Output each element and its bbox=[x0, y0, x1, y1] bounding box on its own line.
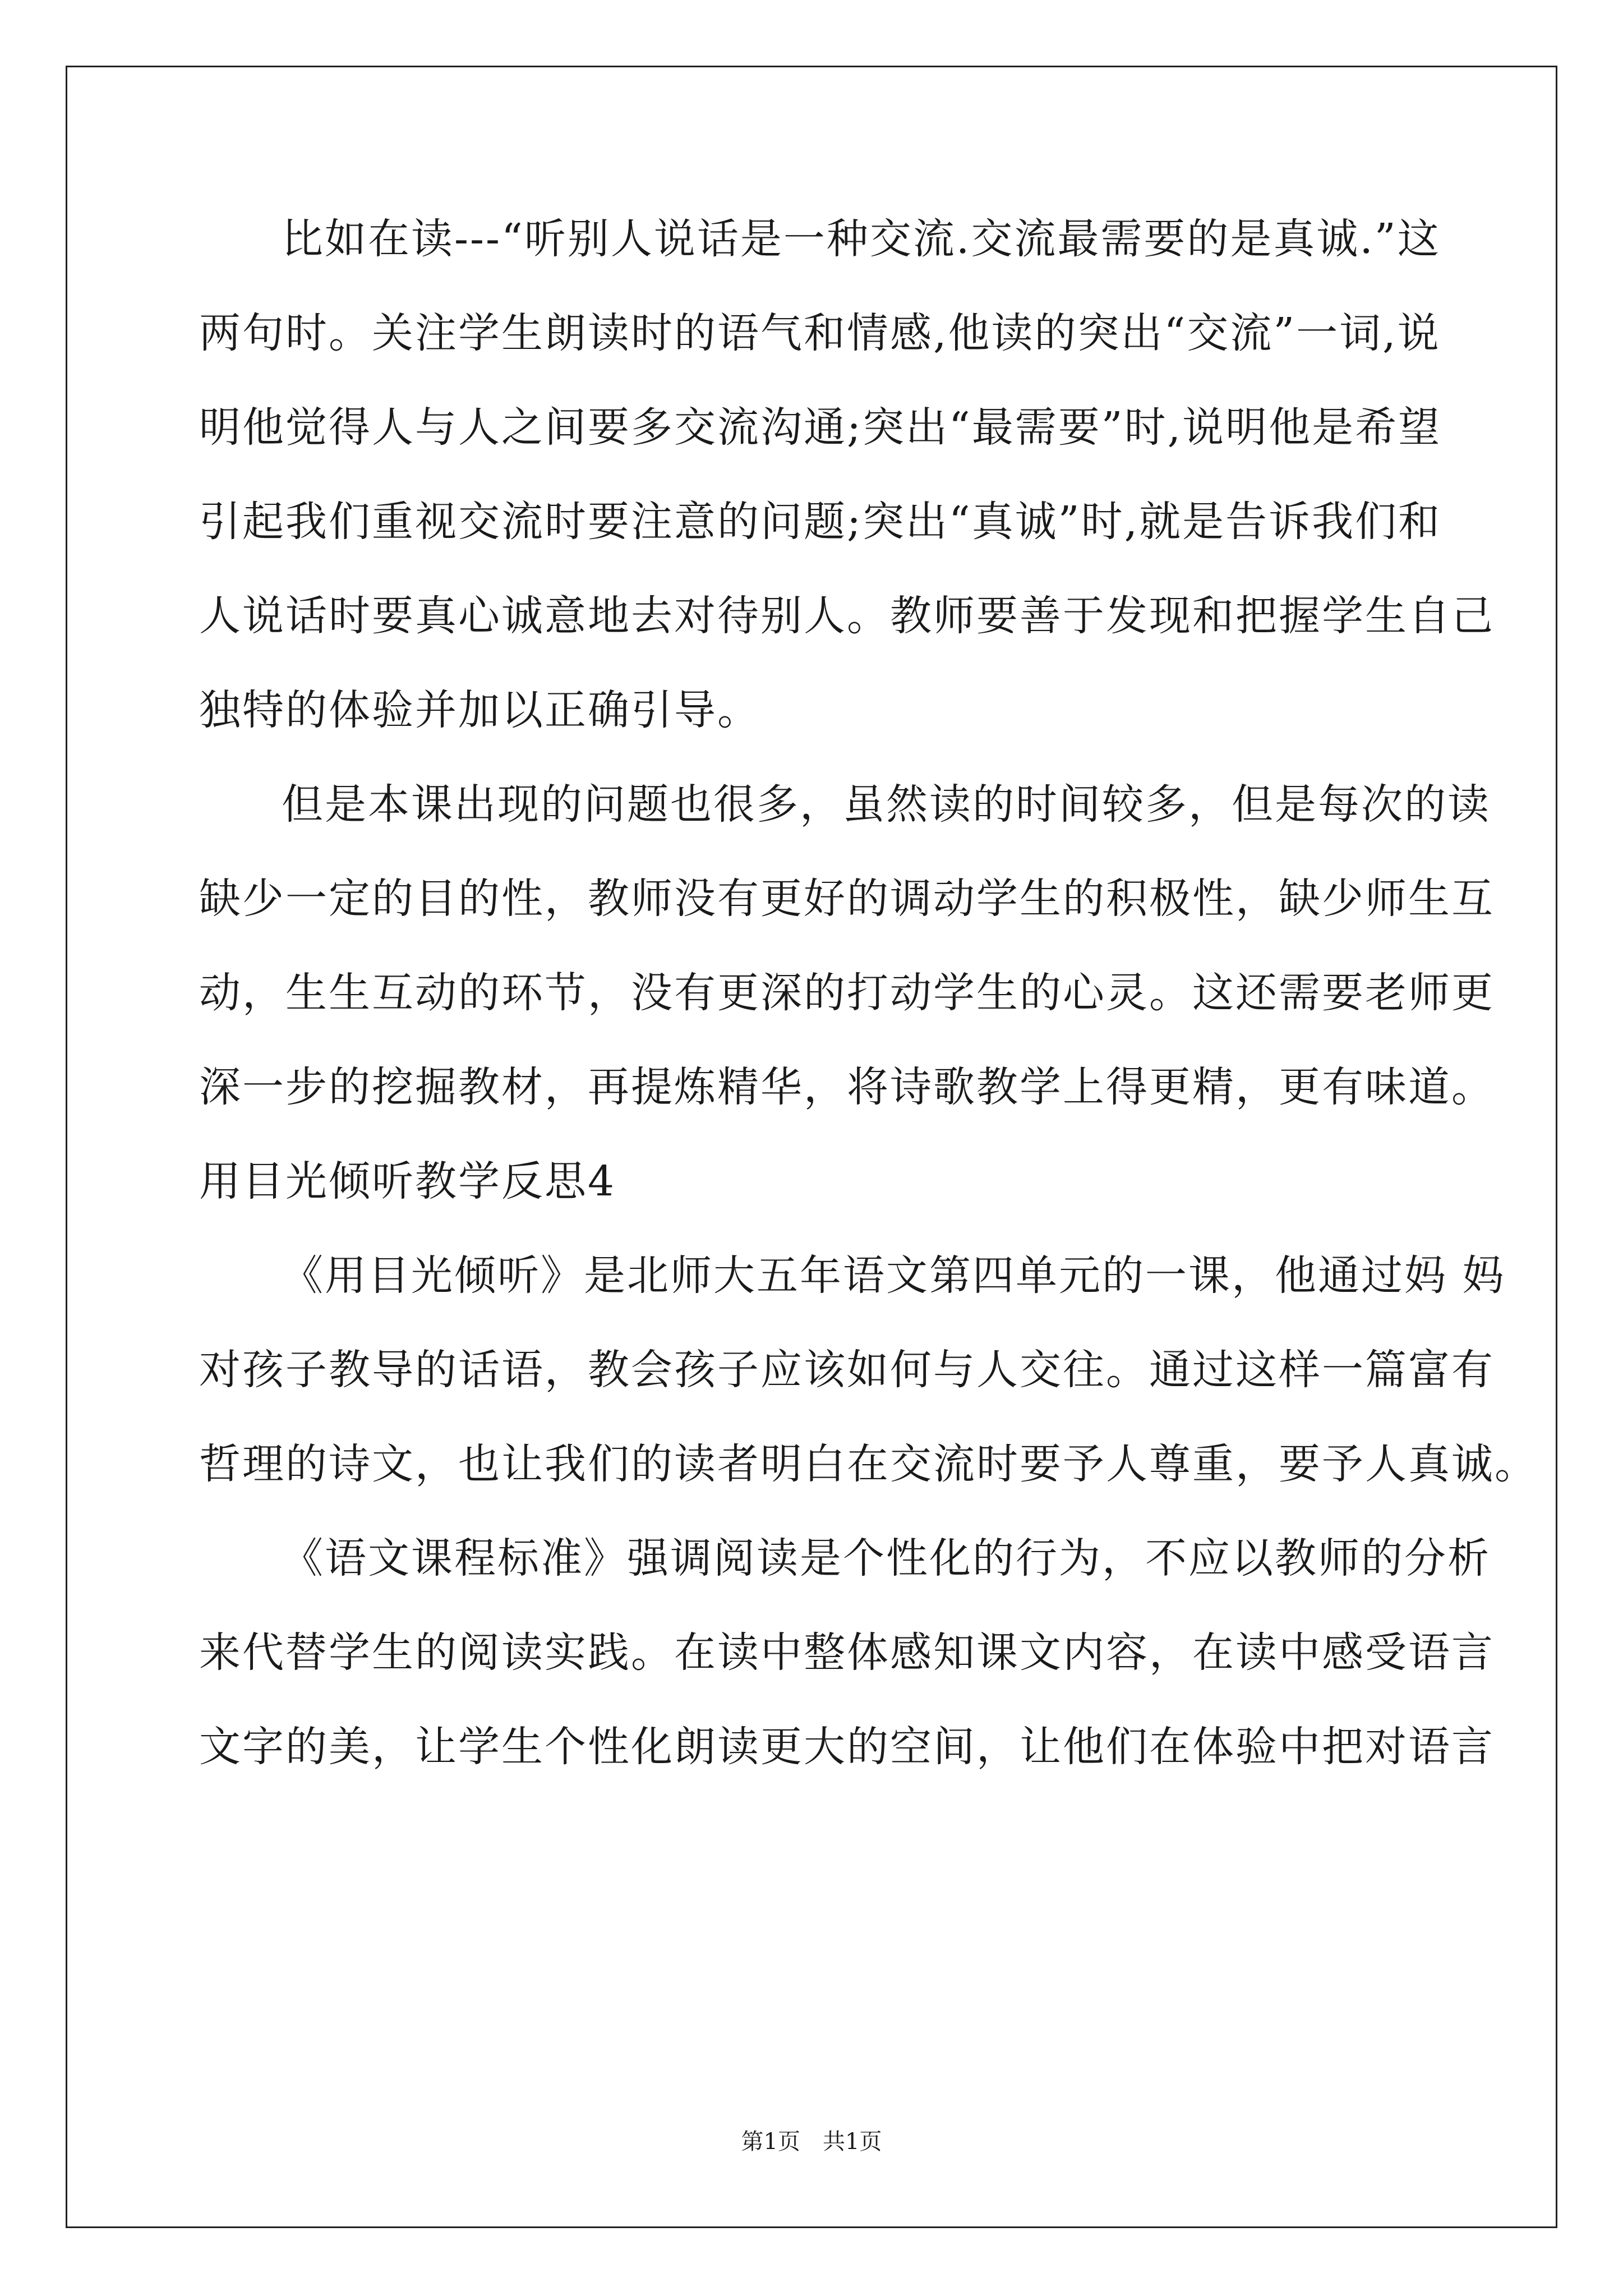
paragraph-line: 来代替学生的阅读实践。在读中整体感知课文内容，在读中感受语言 bbox=[199, 1628, 1495, 1677]
section-heading: 用目光倾听教学反思4 bbox=[199, 1157, 616, 1205]
paragraph-line: 缺少一定的目的性，教师没有更好的调动学生的积极性，缺少师生互 bbox=[199, 875, 1495, 923]
paragraph-line: 对孩子教导的话语，教会孩子应该如何与人交往。通过这样一篇富有 bbox=[199, 1346, 1495, 1394]
paragraph-line: 《用目光倾听》是北师大五年语文第四单元的一课，他通过妈 妈 bbox=[282, 1251, 1506, 1300]
paragraph-line: 《语文课程标准》强调阅读是个性化的行为，不应以教师的分析 bbox=[282, 1534, 1491, 1582]
paragraph-line: 两句时。关注学生朗读时的语气和情感,他读的突出“交流”一词,说 bbox=[199, 309, 1441, 357]
paragraph-line: 明他觉得人与人之间要多交流沟通;突出“最需要”时,说明他是希望 bbox=[199, 403, 1442, 452]
page-footer: 第1页 共1页 bbox=[741, 2129, 882, 2155]
paragraph-line: 人说话时要真心诚意地去对待别人。教师要善于发现和把握学生自己 bbox=[199, 592, 1495, 640]
paragraph-line: 文字的美，让学生个性化朗读更大的空间，让他们在体验中把对语言 bbox=[199, 1723, 1495, 1771]
page-border bbox=[66, 66, 1557, 2228]
paragraph-line: 引起我们重视交流时要注意的问题;突出“真诚”时,就是告诉我们和 bbox=[199, 498, 1442, 546]
paragraph-line: 哲理的诗文，也让我们的读者明白在交流时要予人尊重，要予人真诚。 bbox=[199, 1440, 1538, 1488]
paragraph-line: 但是本课出现的问题也很多，虽然读的时间较多，但是每次的读 bbox=[282, 780, 1491, 829]
paragraph-line: 独特的体验并加以正确引导。 bbox=[199, 686, 760, 734]
paragraph-line: 比如在读---“听别人说话是一种交流.交流最需要的是真诚.”这 bbox=[282, 215, 1441, 263]
paragraph-line: 深一步的挖掘教材，再提炼精华，将诗歌教学上得更精，更有味道。 bbox=[199, 1063, 1495, 1111]
paragraph-line: 动，生生互动的环节，没有更深的打动学生的心灵。这还需要老师更 bbox=[199, 969, 1495, 1017]
